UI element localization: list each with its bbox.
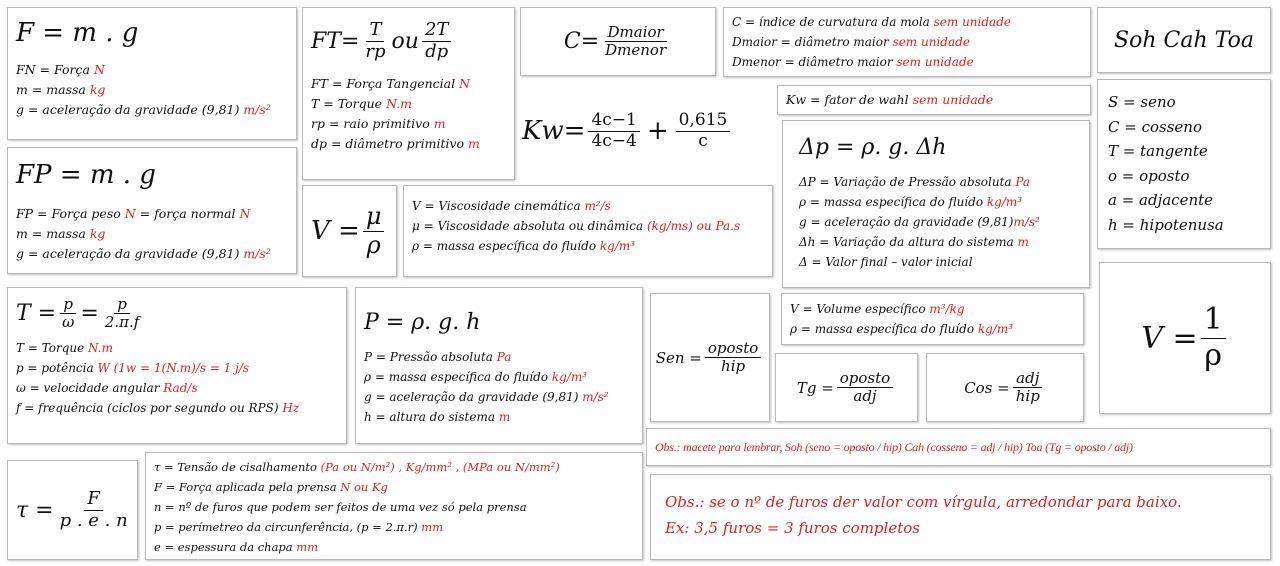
def-line: C = índice de curvatura da mola sem unidade (732, 15, 1011, 29)
formula-card-forca-tangencial (302, 7, 515, 180)
def-line: τ = Tensão de cisalhamento (Pa ou N/m²) , Kg/mm² , (MPa ou N/mm²) (154, 460, 560, 474)
definition-card-kw: Kw = fator de wahl sem unidade (777, 85, 1091, 115)
def-line: ρ = massa específica do fluído kg/m³ (412, 239, 636, 253)
def-line: ΔP = Variação de Pressão absoluta Pa (799, 175, 1031, 189)
definitions-card-trig (1097, 79, 1271, 249)
formula-card-indice-curvatura (520, 7, 716, 76)
formula-tg: Tg = $\frac{\text{oposto}}{\text{adj}}$ (784, 360, 909, 415)
soh-cah-toa-title: Soh Cah Toa (1114, 28, 1254, 53)
formula-card-forca-peso-fn (7, 7, 297, 140)
formula-card-torque (7, 287, 347, 444)
def-line: g = aceleração da gravidade (9,81) m/s² (364, 390, 609, 404)
formula-card-tangente (775, 353, 918, 422)
formula-p-rho-g-h: P = ρ. g. h (364, 310, 481, 335)
formula-card-volume-especifico (1099, 262, 1271, 414)
def-line: m = massa kg (16, 226, 106, 241)
def-line: Δh = Variação da altura do sistema m (799, 235, 1029, 249)
formula-torque: T = $\frac{p}{\omega}$ = $\frac{p}{2.\pi.f}$ (16, 295, 140, 332)
definitions-card-viscosidade (403, 185, 773, 277)
formula-card-viscosidade (302, 185, 397, 277)
def-line: V = Volume específico m³/kg (790, 302, 965, 316)
formula-card-seno (650, 293, 770, 422)
definitions-card-volume-especifico (781, 293, 1084, 345)
def-line: V = Viscosidade cinemática m²/s (412, 199, 611, 213)
note-card-macete (646, 428, 1271, 466)
title-card-soh-cah-toa (1097, 7, 1271, 73)
formula-f-mg: F = m . g (16, 18, 139, 48)
formula-card-cosseno (926, 353, 1084, 422)
def-line: n = nº de furos que podem ser feitos de uma vez só pela prensa (154, 500, 527, 514)
def-line: dp = diâmetro primitivo m (311, 136, 480, 152)
def-line: F = Força aplicada pela prensa N ou Kg (154, 480, 388, 494)
def-line: ρ = massa específica do fluído kg/m³ (790, 322, 1014, 336)
definitions-card-cisalhamento (145, 452, 643, 560)
def-line: μ = Viscosidade absoluta ou dinâmica (kg/ms) ou Pa.s (412, 219, 741, 233)
formula-kw: Kw= $\frac{4c-1}{4c-4}$ + $\frac{0,615}{c}$ (522, 96, 772, 166)
formula-c: C= $\frac{\text{Dmaior}}{\text{Dmenor}}$ (563, 22, 667, 59)
def-line: Δ = Valor final – valor inicial (799, 255, 973, 269)
note-arredondar-line2: Ex: 3,5 furos = 3 furos completos (665, 519, 920, 537)
def-line: h = altura do sistema m (364, 410, 511, 424)
def-line: Dmaior = diâmetro maior sem unidade (732, 35, 970, 49)
def-line: g = aceleração da gravidade (9,81) m/s² (16, 102, 271, 117)
def-line: g = aceleração da gravidade (9,81)m/s² (799, 215, 1040, 229)
formula-fp-mg: FP = m . g (16, 160, 156, 190)
formula-cos: Cos = $\frac{\text{adj}}{\text{hip}}$ (935, 360, 1075, 415)
def-line: ρ = massa específica do fluído kg/m³ (364, 370, 588, 384)
formula-v-mu-rho: V = $\frac{\mu}{\rho}$ (311, 192, 388, 270)
def-line: g = aceleração da gravidade (9,81) m/s² (16, 246, 271, 261)
def-line: FP = Força peso N = força normal N (16, 206, 251, 221)
def-line: T = Torque N.m (16, 340, 113, 355)
def-line: Dmenor = diâmetro maior sem unidade (732, 55, 974, 69)
formula-sen: Sen = $\frac{\text{oposto}}{\text{hip}}$ (659, 300, 761, 415)
note-arredondar-line1: Obs.: se o nº de furos der valor com vírgula, arredondar para baixo. (665, 493, 1182, 511)
formula-card-cisalhamento (7, 460, 138, 560)
def-line: FN = Força N (16, 62, 105, 77)
note-macete-text: Obs.: macete para lembrar, Soh (seno = oposto / hip) Cah (cosseno = adj / hip) Toa (Tg = oposto / adj) (655, 440, 1133, 454)
def-line: ρ = massa específica do fluído kg/m³ (799, 195, 1023, 209)
def-line: m = massa kg (16, 82, 106, 97)
definitions-card-curvatura (723, 7, 1091, 77)
def-line: e = espessura da chapa mm (154, 540, 319, 554)
def-line: T = tangente (1108, 142, 1208, 160)
def-line: ω = velocidade angular Rad/s (16, 380, 198, 395)
def-line: P = Pressão absoluta Pa (364, 350, 512, 364)
def-line: a = adjacente (1108, 191, 1214, 209)
def-line: p = perímetreo da circunferência, (p = 2.π.r) mm (154, 520, 444, 534)
formula-v-1-rho: V = $\frac{1}{\rho}$ (1108, 269, 1262, 407)
formula-card-forca-peso (7, 147, 297, 274)
formula-card-pressao-absoluta (355, 287, 643, 444)
def-line: o = oposto (1108, 166, 1190, 185)
def-line: p = potência W (1w = 1(N.m)/s = 1 j/s (16, 360, 250, 375)
def-line: C = cosseno (1108, 117, 1202, 136)
note-card-arredondar (650, 474, 1271, 560)
formula-tau: τ = $\frac{F}{p . e . n}$ (16, 487, 128, 531)
def-line: S = seno (1108, 93, 1176, 111)
def-line: rp = raio primitivo m (311, 116, 446, 132)
formula-delta-p: Δp = ρ. g. Δh (799, 135, 947, 160)
def-line: f = frequência (ciclos por segundo ou RPS) Hz (16, 400, 300, 415)
formula-card-variacao-pressao (782, 120, 1090, 288)
def-line: T = Torque N.m (311, 96, 413, 112)
def-line: h = hipotenusa (1108, 215, 1224, 234)
formula-ft: FT= $\frac{T}{rp}$ ou $\frac{2T}{dp}$ (311, 20, 506, 62)
def-line: FT = Força Tangencial N (311, 76, 471, 92)
